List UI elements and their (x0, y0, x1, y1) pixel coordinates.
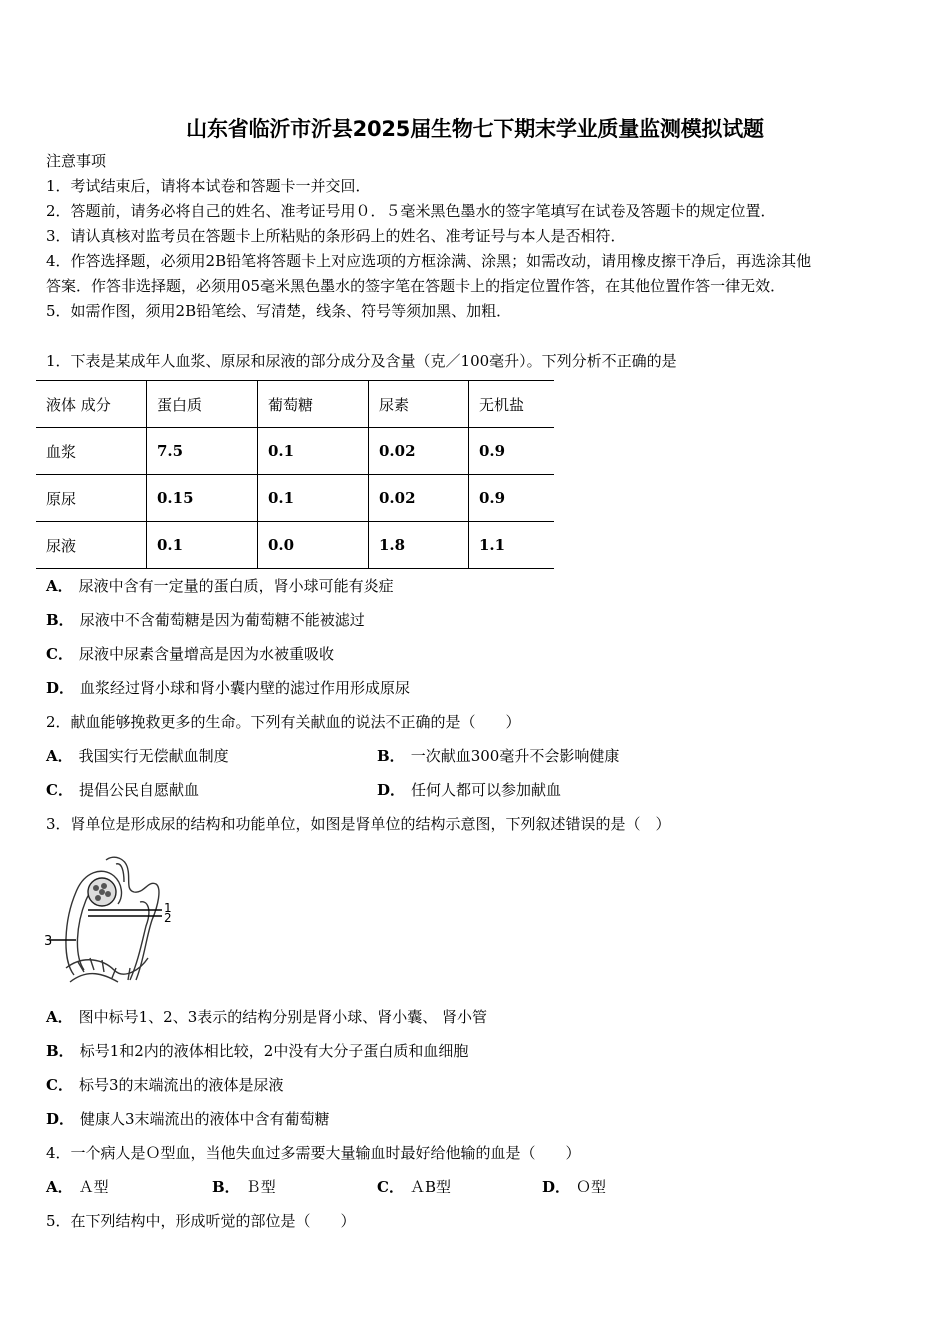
table-row (36, 428, 554, 475)
table-cell: 0.9 (469, 475, 555, 522)
table-header-cell: 液体 成分 (36, 381, 147, 428)
option-letter: B． (46, 1042, 74, 1060)
option-letter: C． (46, 781, 73, 799)
q3-stem: 3．肾单位是形成尿的结构和功能单位，如图是肾单位的结构示意图，下列叙述错误的是（ ） (46, 815, 671, 833)
option-letter: C． (46, 645, 73, 663)
q2-option-a (46, 746, 229, 766)
option-text: 标号1和2内的液体相比较，2中没有大分子蛋白质和血细胞 (79, 1042, 469, 1060)
option-letter: B． (46, 611, 74, 629)
table-header-cell: 尿素 (369, 381, 469, 428)
table-cell: 0.1 (258, 428, 369, 475)
notice-item: 5．如需作图，须用2B铅笔绘、写清楚，线条、符号等须加黑、加粗． (46, 302, 512, 320)
option-text: 血浆经过肾小球和肾小囊内壁的滤过作用形成原尿 (80, 679, 411, 697)
table-cell: 尿液 (36, 522, 147, 569)
option-text: 我国实行无偿献血制度 (78, 747, 229, 765)
table-cell: 1.1 (469, 522, 555, 569)
q1-option-d (46, 678, 410, 698)
nephron-diagram (44, 850, 184, 990)
option-letter: D． (46, 1110, 75, 1128)
q1-stem: 1．下表是某成年人血浆、原尿和尿液的部分成分及含量（克／100毫升）。下列分析不正确的是 (46, 352, 677, 370)
table-row (36, 522, 554, 569)
table-cell: 0.0 (258, 522, 369, 569)
notice-item: 4．作答选择题，必须用2B铅笔将答题卡上对应选项的方框涂满、涂黑；如需改动，请用橡皮擦干净后，再选涂其他 (46, 252, 812, 270)
option-letter: D． (377, 781, 406, 799)
q3-option-b (46, 1041, 468, 1061)
table-header-cell: 蛋白质 (147, 381, 258, 428)
figure-label-1: 1 (164, 901, 172, 915)
option-letter: A． (46, 1178, 73, 1196)
option-text: 尿液中不含葡萄糖是因为葡萄糖不能被滤过 (79, 611, 365, 629)
option-letter: C． (377, 1178, 404, 1196)
option-letter: A． (46, 1008, 73, 1026)
table-header-row (36, 381, 554, 428)
option-text: 健康人3末端流出的液体中含有葡萄糖 (80, 1110, 330, 1128)
option-text: 尿液中尿素含量增高是因为水被重吸收 (78, 645, 334, 663)
option-text: ＡB型 (409, 1178, 451, 1196)
table-cell: 0.9 (469, 428, 555, 475)
notice-item: 3．请认真核对监考员在答题卡上所粘贴的条形码上的姓名、准考证号与本人是否相符． (46, 227, 626, 245)
table-header-cell: 葡萄糖 (258, 381, 369, 428)
notice-item: 2．答题前，请务必将自己的姓名、准考证号用０．５毫米黑色墨水的签字笔填写在试卷及答题卡的规定位置． (46, 202, 776, 220)
composition-table (36, 380, 554, 569)
option-letter: B． (377, 747, 405, 765)
table-cell: 1.8 (369, 522, 469, 569)
table-cell: 0.02 (369, 475, 469, 522)
q3-option-a (46, 1007, 487, 1027)
option-letter: A． (46, 747, 73, 765)
option-text: Ａ型 (78, 1178, 109, 1196)
q2-option-d (377, 780, 561, 800)
option-text: 提倡公民自愿献血 (78, 781, 199, 799)
option-letter: A． (46, 577, 73, 595)
q4-option-c (377, 1177, 451, 1197)
q2-option-c (46, 780, 199, 800)
notice-item: 1．考试结束后，请将本试卷和答题卡一并交回． (46, 177, 371, 195)
q3-option-d (46, 1109, 330, 1129)
q1-option-c (46, 644, 334, 664)
q4-option-b (212, 1177, 276, 1197)
q2-option-b (377, 746, 619, 766)
q3-option-c (46, 1075, 284, 1095)
table-cell: 0.02 (369, 428, 469, 475)
table-cell: 0.1 (258, 475, 369, 522)
q1-option-a (46, 576, 394, 596)
q5-stem: 5．在下列结构中，形成听觉的部位是（ ） (46, 1212, 356, 1230)
option-letter: C． (46, 1076, 73, 1094)
q4-stem: 4．一个病人是Ｏ型血，当他失血过多需要大量输血时最好给他输的血是（ ） (46, 1144, 581, 1162)
option-letter: D． (46, 679, 75, 697)
q4-option-d (542, 1177, 606, 1197)
notice-heading: 注意事项 (46, 152, 107, 170)
table-row (36, 475, 554, 522)
option-text: 任何人都可以参加献血 (411, 781, 562, 799)
q1-option-b (46, 610, 365, 630)
option-letter: B． (212, 1178, 240, 1196)
table-cell: 原尿 (36, 475, 147, 522)
option-letter: D． (542, 1178, 571, 1196)
option-text: Ｂ型 (245, 1178, 276, 1196)
q2-stem: 2．献血能够挽救更多的生命。下列有关献血的说法不正确的是（ ） (46, 713, 521, 731)
page-title: 山东省临沂市沂县2025届生物七下期末学业质量监测模拟试题 (186, 117, 764, 141)
q4-option-a (46, 1177, 109, 1197)
table-cell: 7.5 (147, 428, 258, 475)
notice-item: 答案．作答非选择题，必须用05毫米黑色墨水的签字笔在答题卡上的指定位置作答，在其他位置作答一律无效． (46, 277, 786, 295)
option-text: 标号3的末端流出的液体是尿液 (78, 1076, 284, 1094)
table-cell: 0.15 (147, 475, 258, 522)
option-text: 一次献血300毫升不会影响健康 (410, 747, 620, 765)
figure-label-2: 2 (164, 911, 172, 925)
table-cell: 血浆 (36, 428, 147, 475)
option-text: 尿液中含有一定量的蛋白质，肾小球可能有炎症 (78, 577, 394, 595)
option-text: Ｏ型 (576, 1178, 607, 1196)
figure-label-3: 3 (44, 934, 53, 949)
table-header-cell: 无机盐 (469, 381, 555, 428)
table-cell: 0.1 (147, 522, 258, 569)
option-text: 图中标号1、2、3表示的结构分别是肾小球、肾小囊、 肾小管 (78, 1008, 488, 1026)
